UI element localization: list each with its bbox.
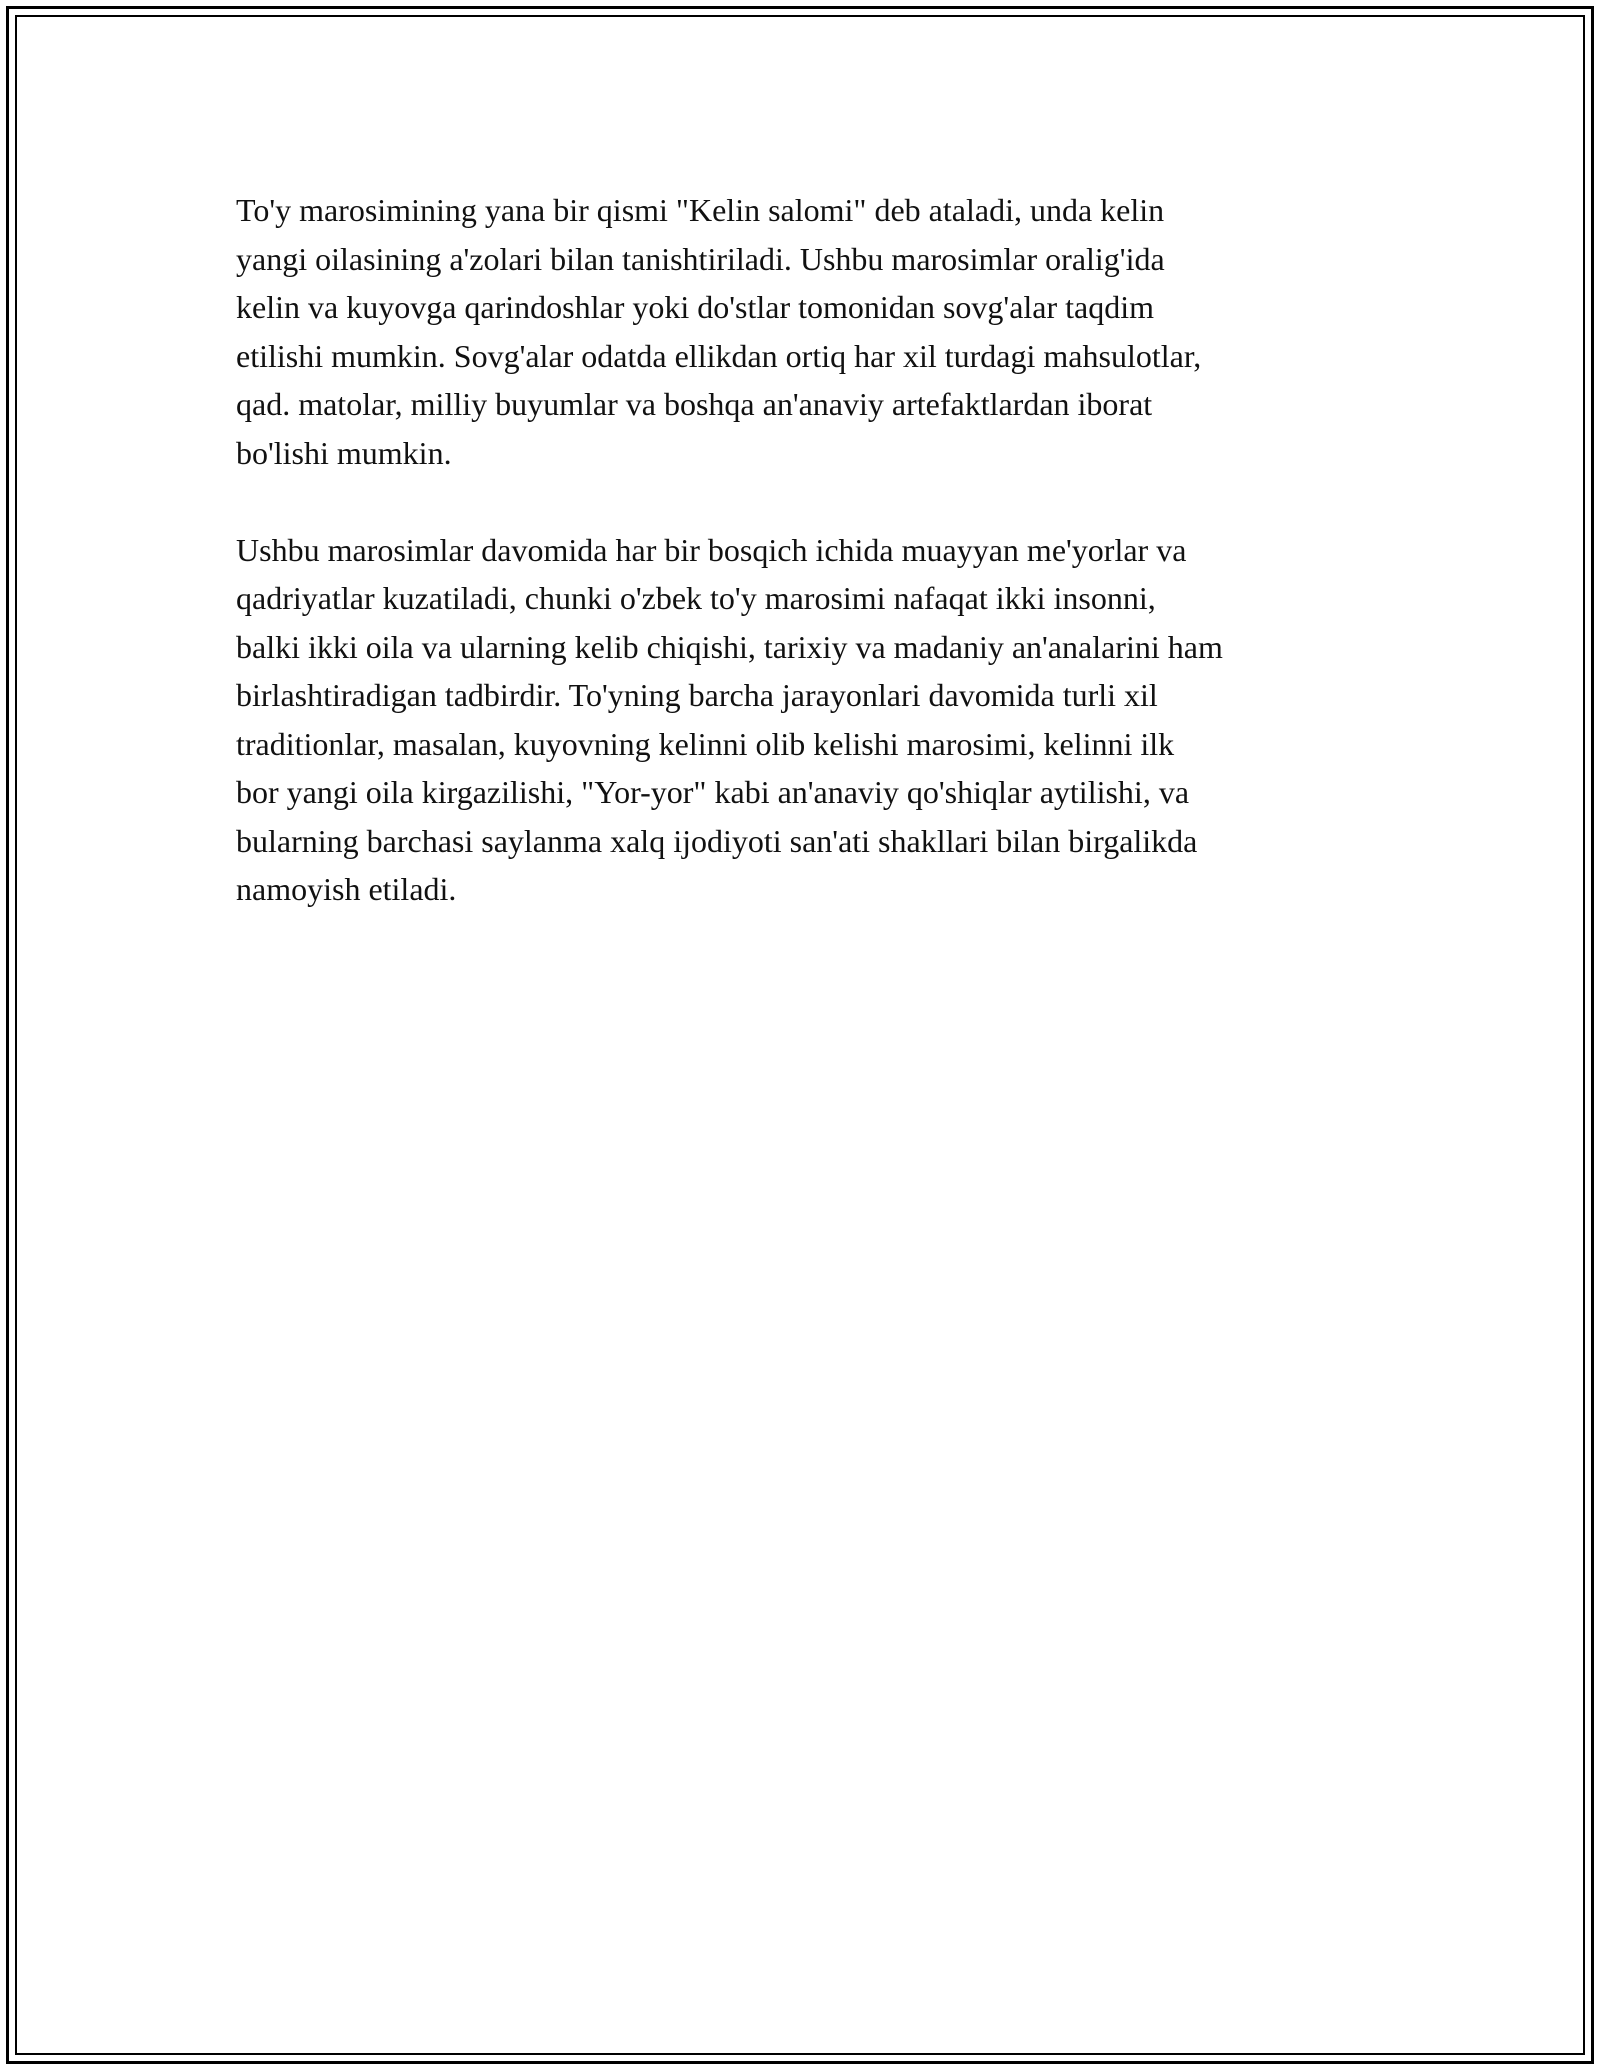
paragraph-1 — [236, 186, 1368, 477]
paragraph-2 — [236, 526, 1368, 914]
text-line: bor yangi oila kirgazilishi, "Yor-yor" kabi an'anaviy qo'shiqlar aytilishi, va — [236, 774, 1190, 810]
text-line: yangi oilasining a'zolari bilan tanishtiriladi. Ushbu marosimlar oralig'ida — [236, 240, 1165, 277]
text-line: balki ikki oila va ularning kelib chiqishi, tarixiy va madaniy an'analarini ham — [236, 628, 1223, 665]
text-line: traditionlar, masalan, kuyovning kelinni olib kelishi marosimi, kelinni ilk — [236, 725, 1175, 762]
text-line: qadriyatlar kuzatiladi, chunki o'zbek to'y marosimi nafaqat ikki insonni, — [236, 580, 1156, 616]
text-line: Ushbu marosimlar davomida har bir bosqich ichida muayyan me'yorlar va — [236, 531, 1187, 568]
text-line: To'y marosimining yana bir qismi "Kelin salomi" deb ataladi, unda kelin — [236, 192, 1165, 228]
text-line: bo'lishi mumkin. — [236, 434, 452, 471]
text-line: qad. matolar, milliy buyumlar va boshqa an'anaviy artefaktlardan iborat — [236, 386, 1153, 422]
text-line: bularning barchasi saylanma xalq ijodiyoti san'ati shakllari bilan birgalikda — [236, 822, 1198, 859]
document-body — [236, 186, 1368, 962]
text-line: kelin va kuyovga qarindoshlar yoki do'stlar tomonidan sovg'alar taqdim — [236, 289, 1155, 325]
text-line: namoyish etiladi. — [236, 871, 457, 907]
text-line: etilishi mumkin. Sovg'alar odatda ellikdan ortiq har xil turdagi mahsulotlar, — [236, 337, 1202, 374]
text-line: birlashtiradigan tadbirdir. To'yning barcha jarayonlari davomida turli xil — [236, 677, 1158, 713]
